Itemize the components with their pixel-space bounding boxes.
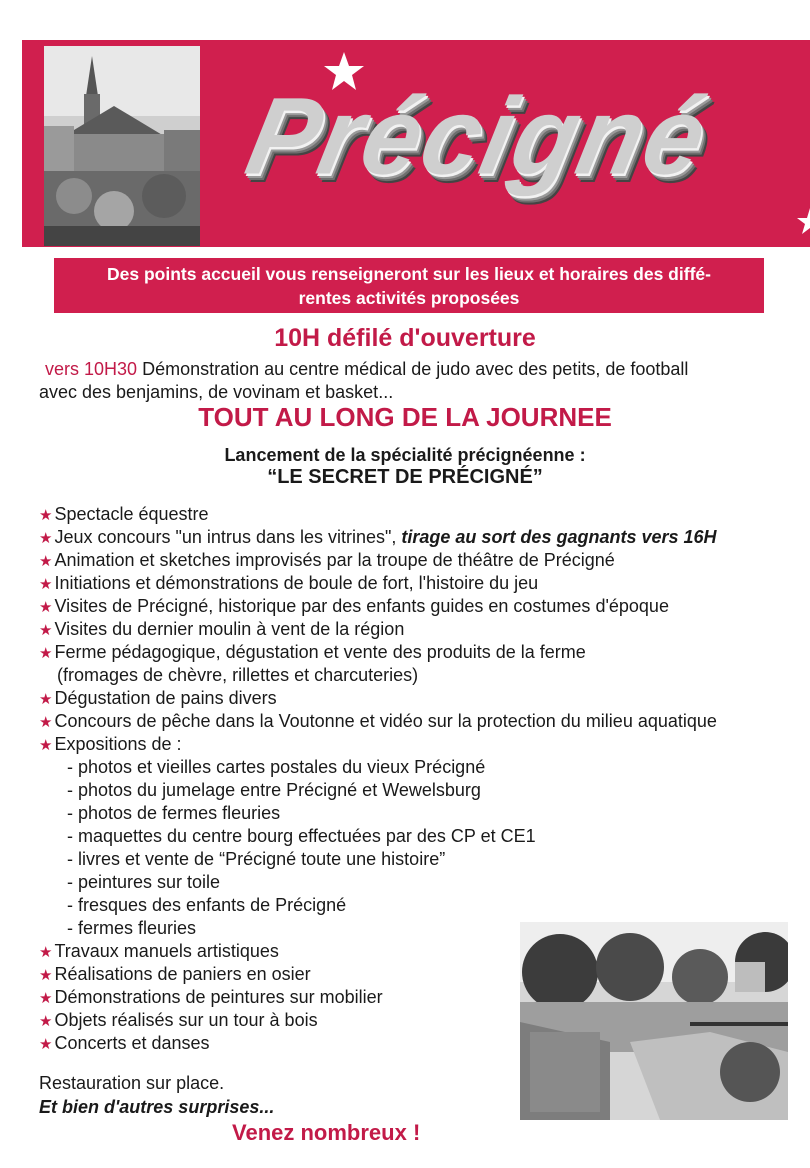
garden-photo — [520, 922, 788, 1120]
opening-time: vers 10H30 — [45, 359, 138, 379]
star-bullet-icon: ★ — [39, 691, 53, 708]
list-item: ★ Concerts et danses — [39, 1033, 210, 1053]
draw-emphasis: tirage au sort des gagnants vers 16H — [401, 527, 717, 547]
opening-text-line1: Démonstration au centre médical de judo avec des petits, de football — [137, 359, 689, 379]
star-bullet-icon: ★ — [39, 1036, 53, 1053]
venez-text: Venez nombreux ! — [232, 1120, 421, 1145]
star-bullet-icon: ★ — [39, 645, 53, 662]
star-bullet-icon: ★ — [39, 714, 53, 731]
list-item: ★ Animation et sketches improvisés par la troupe de théâtre de Précigné — [39, 550, 615, 570]
launch-line: Lancement de la spécialité précignéenne : — [224, 445, 586, 465]
star-bullet-icon: ★ — [39, 599, 53, 616]
church-photo — [44, 46, 200, 246]
star-icon — [322, 50, 366, 94]
list-item-continuation: (fromages de chèvre, rillettes et charcuteries) — [57, 665, 419, 685]
exposition-item: - photos du jumelage entre Précigné et Wewelsburg — [67, 780, 481, 800]
exposition-item: - photos et vieilles cartes postales du vieux Précigné — [67, 757, 486, 777]
exposition-item: - fermes fleuries — [67, 918, 197, 938]
opening-heading: 10H défilé d'ouverture — [274, 324, 536, 352]
star-bullet-icon: ★ — [39, 737, 53, 754]
exposition-item: - fresques des enfants de Précigné — [67, 895, 347, 915]
exposition-item: - peintures sur toile — [67, 872, 221, 892]
list-item: ★ Expositions de : — [39, 734, 182, 754]
star-bullet-icon: ★ — [39, 944, 53, 961]
star-bullet-icon: ★ — [39, 507, 53, 524]
town-title: Précigné — [237, 76, 719, 198]
star-bullet-icon: ★ — [39, 553, 53, 570]
journee-heading: TOUT AU LONG DE LA JOURNEE — [198, 402, 612, 432]
restauration-text: Restauration sur place. — [39, 1073, 225, 1093]
star-bullet-icon: ★ — [39, 990, 53, 1007]
star-bullet-icon: ★ — [39, 622, 53, 639]
star-icon — [792, 206, 810, 238]
list-item: ★ Jeux concours "un intrus dans les vitrines", tirage au sort des gagnants vers 16H — [39, 527, 717, 547]
info-banner-line1: Des points accueil vous renseigneront sur les lieux et horaires des diffé- — [107, 264, 711, 284]
list-item: ★ Ferme pédagogique, dégustation et vente des produits de la ferme — [39, 642, 586, 662]
list-item: ★ Spectacle équestre — [39, 504, 209, 524]
list-item: ★ Initiations et démonstrations de boule de fort, l'histoire du jeu — [39, 573, 539, 593]
opening-text-line2: avec des benjamins, de vovinam et basket... — [39, 382, 394, 402]
exposition-item: - livres et vente de “Précigné toute une histoire” — [67, 849, 446, 869]
surprises-text: Et bien d'autres surprises... — [39, 1097, 275, 1117]
list-item: ★ Visites de Précigné, historique par des enfants guides en costumes d'époque — [39, 596, 669, 616]
info-banner-line2: rentes activités proposées — [298, 288, 520, 308]
info-banner — [54, 258, 764, 313]
list-item: ★ Réalisations de paniers en osier — [39, 964, 311, 984]
launch-name: “LE SECRET DE PRÉCIGNÉ” — [267, 466, 543, 488]
star-bullet-icon: ★ — [39, 576, 53, 593]
list-item: ★ Visites du dernier moulin à vent de la région — [39, 619, 405, 639]
star-bullet-icon: ★ — [39, 530, 53, 547]
list-item: ★ Concours de pêche dans la Voutonne et vidéo sur la protection du milieu aquatique — [39, 711, 717, 731]
star-bullet-icon: ★ — [39, 967, 53, 984]
list-item: ★ Objets réalisés sur un tour à bois — [39, 1010, 318, 1030]
exposition-item: - photos de fermes fleuries — [67, 803, 281, 823]
list-item: ★ Travaux manuels artistiques — [39, 941, 279, 961]
exposition-item: - maquettes du centre bourg effectuées par des CP et CE1 — [67, 826, 536, 846]
list-item: ★ Démonstrations de peintures sur mobilier — [39, 987, 383, 1007]
opening-paragraph — [39, 358, 779, 404]
list-item: ★ Dégustation de pains divers — [39, 688, 277, 708]
star-bullet-icon: ★ — [39, 1013, 53, 1030]
